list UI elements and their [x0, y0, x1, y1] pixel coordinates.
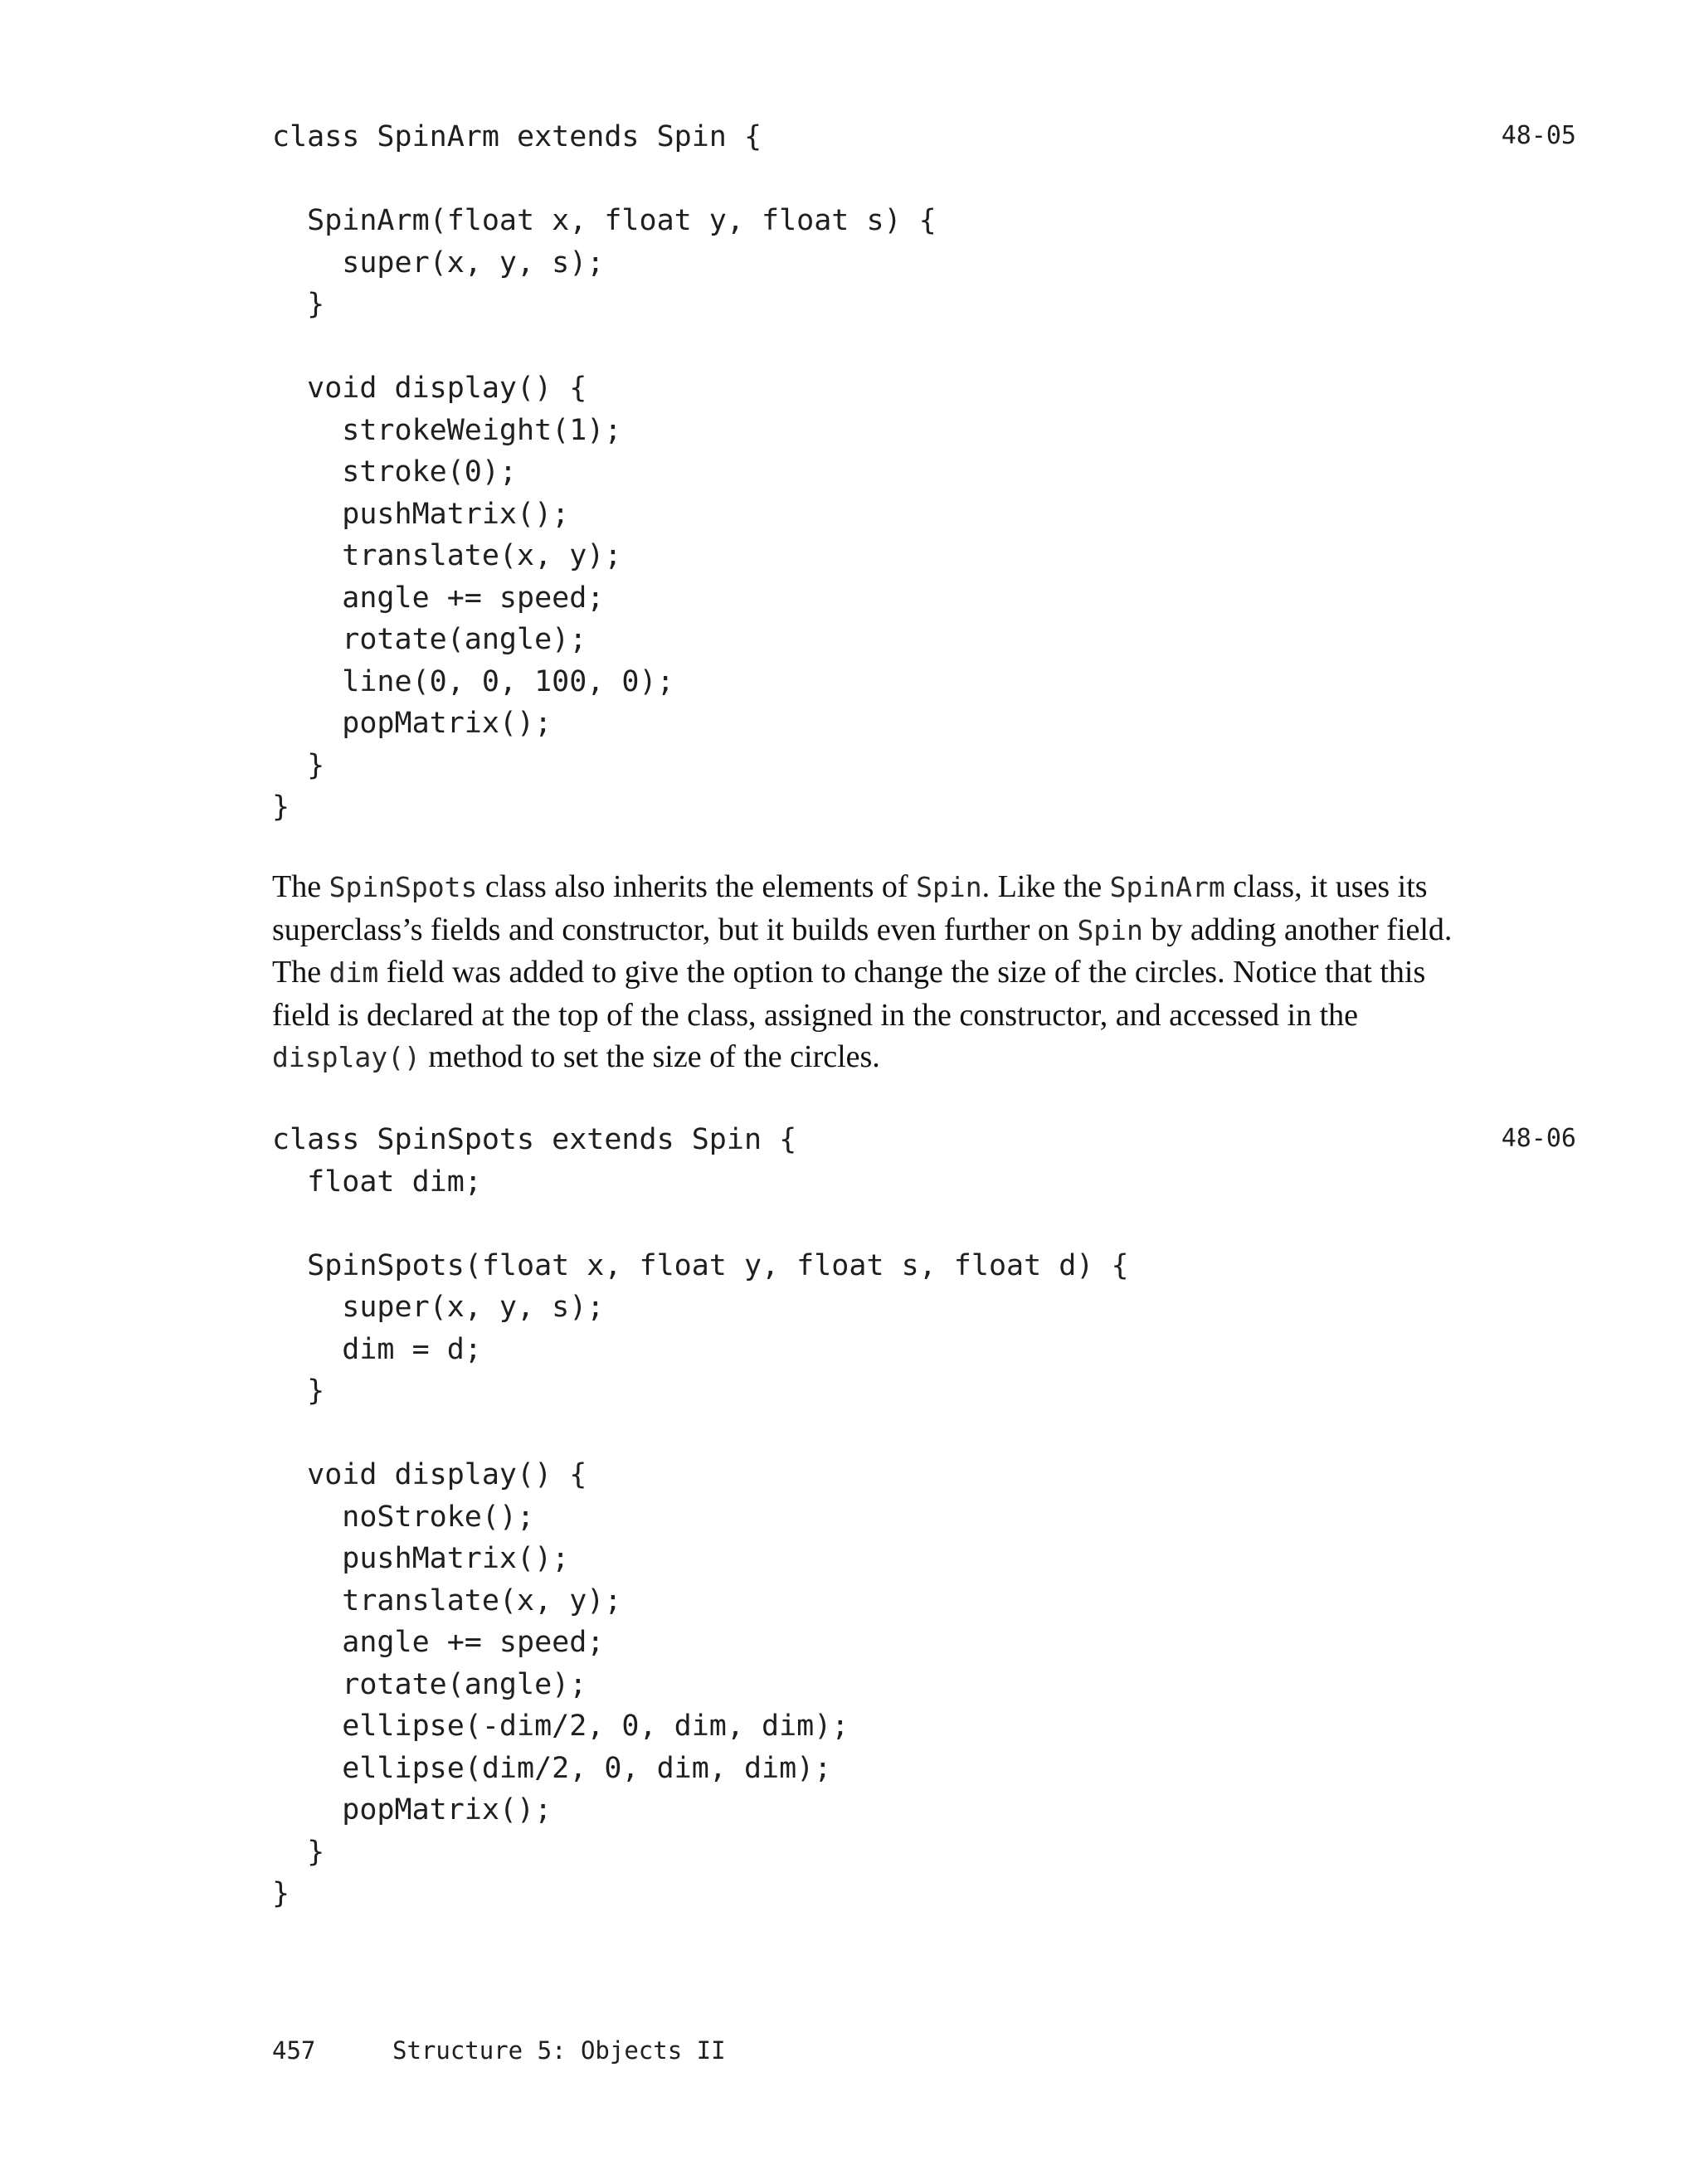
code-line: line(0, 0, 100, 0); [272, 664, 674, 698]
paragraph-text: The [272, 869, 329, 904]
code-block-spinarm [272, 116, 937, 829]
page-footer [272, 2036, 726, 2065]
inline-code: dim [329, 956, 379, 989]
code-line: } [272, 790, 290, 824]
body-paragraph [272, 866, 1483, 1079]
code-line [272, 1413, 1129, 1455]
code-line: class SpinSpots extends Spin { [272, 1123, 797, 1156]
code-line: rotate(angle); [272, 623, 587, 656]
paragraph-text: field was added to give the option to change the size of the circles. Notice that this field is declared at the top of the class, assigned in the constructor, and accessed in the [272, 955, 1426, 1033]
inline-code: Spin [1077, 913, 1143, 946]
code-line: popMatrix(); [272, 1793, 553, 1826]
code-line [272, 326, 937, 368]
code-line: } [272, 1835, 325, 1869]
paragraph-text: . Like the [981, 869, 1110, 904]
code-line [272, 1203, 1129, 1245]
code-line: angle += speed; [272, 1626, 605, 1659]
code-example-number: 48-06 [1501, 1124, 1576, 1153]
code-line: rotate(angle); [272, 1667, 587, 1701]
code-line: pushMatrix(); [272, 497, 570, 531]
code-line: ellipse(-dim/2, 0, dim, dim); [272, 1710, 850, 1743]
paragraph-text: class, it uses its superclass’s fields and constructor, but it builds even further on [272, 869, 1428, 947]
code-line: dim = d; [272, 1332, 482, 1366]
code-line: translate(x, y); [272, 539, 622, 572]
code-block-spinspots [272, 1119, 1129, 1915]
code-line: void display() { [272, 372, 587, 405]
code-line: noStroke(); [272, 1500, 535, 1534]
code-line: ellipse(dim/2, 0, dim, dim); [272, 1751, 832, 1785]
code-line: stroke(0); [272, 455, 518, 489]
code-example-number: 48-05 [1501, 121, 1576, 150]
code-line: super(x, y, s); [272, 246, 605, 280]
code-line: SpinArm(float x, float y, float s) { [272, 204, 937, 237]
paragraph-text: class also inherits the elements of [477, 869, 917, 904]
code-line: float dim; [272, 1165, 482, 1199]
code-line: pushMatrix(); [272, 1542, 570, 1575]
code-line: SpinSpots(float x, float y, float s, float d) { [272, 1248, 1129, 1282]
code-line: } [272, 1877, 290, 1910]
code-line: translate(x, y); [272, 1583, 622, 1617]
code-line: popMatrix(); [272, 707, 553, 740]
code-line: super(x, y, s); [272, 1291, 605, 1324]
paragraph-text: method to set the size of the circles. [420, 1039, 880, 1074]
code-line: angle += speed; [272, 581, 605, 615]
inline-code: Spin [916, 871, 982, 903]
code-line: strokeWeight(1); [272, 413, 622, 447]
inline-code: SpinSpots [329, 871, 478, 903]
paragraph-text: by adding another field. The [272, 912, 1453, 990]
code-line: void display() { [272, 1458, 587, 1491]
inline-code: SpinArm [1109, 871, 1225, 903]
page-number: 457 [272, 2036, 316, 2065]
code-line [272, 158, 937, 201]
inline-code: display() [272, 1041, 421, 1073]
code-line: } [272, 288, 325, 321]
code-line: } [272, 1374, 325, 1408]
section-title: Structure 5: Objects II [392, 2036, 726, 2065]
code-line: class SpinArm extends Spin { [272, 120, 762, 153]
code-line: } [272, 748, 325, 782]
